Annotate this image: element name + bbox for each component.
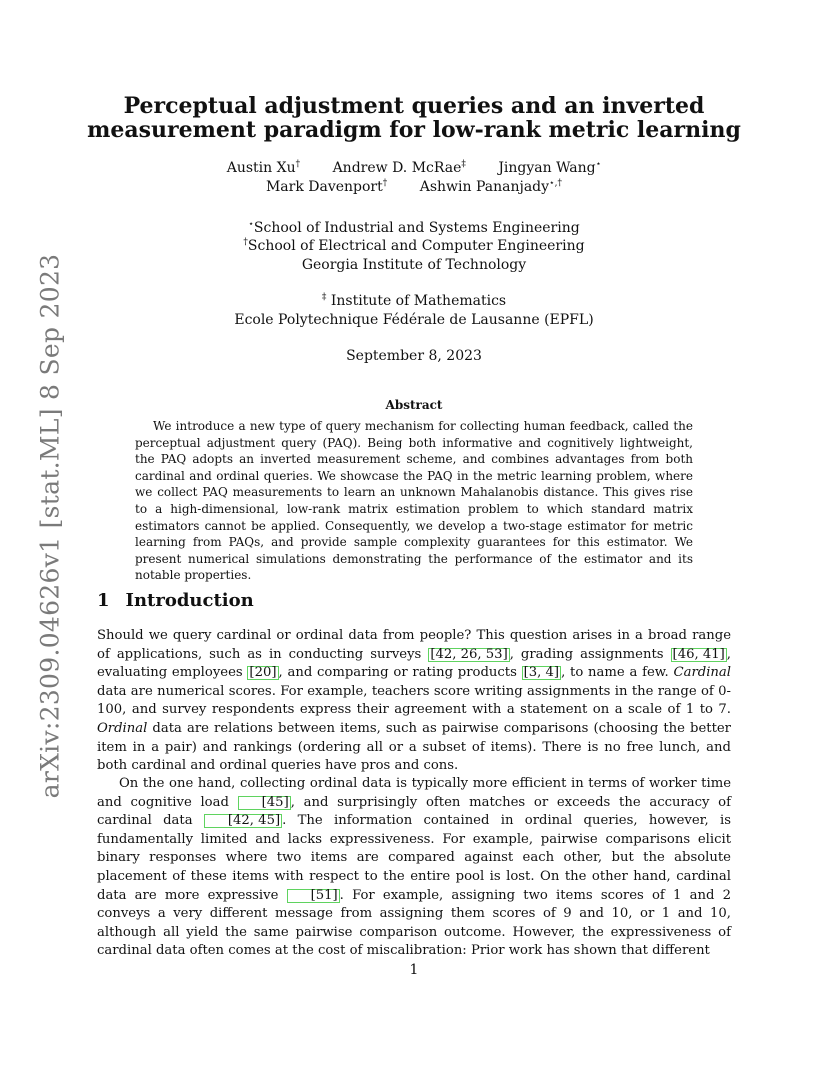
author: Austin Xu† — [226, 159, 301, 176]
author-row-2 — [80, 179, 748, 195]
paragraph: On the one hand, collecting ordinal data is typically more efficient in terms of worker time and cognitive load [45] , and surprisingly often matches or exceeds the accuracy of cardinal data [42, 45] . The information contained in ordinal queries, however, is fundamentally limited and lacks expressiveness. For example, pairwise comparisons elicit binary responses where two items are compared against each other, but the absolute placement of these items with respect to the entire pool is lost. On the other hand, cardinal data are more expressive [51] . For example, assigning two items scores of 1 and 2 conveys a very different message from assigning them scores of 9 and 10, or 1 and 10, although all yield the same pairwise comparison outcome. However, the expressiveness of cardinal data often comes at the cost of miscalibration: Prior work has shown that different — [97, 776, 731, 959]
affiliation-line: ⋆School of Industrial and Systems Engineering — [248, 219, 580, 236]
citation-link[interactable]: [51] — [287, 889, 340, 903]
title-line-1: Perceptual adjustment queries and an inverted — [123, 93, 705, 119]
citation-link[interactable]: [46, 41] — [672, 646, 725, 662]
paper-date: September 8, 2023 — [346, 348, 482, 364]
arxiv-identifier: arXiv:2309.04626v1 [stat.ML] 8 Sep 2023 — [35, 253, 65, 799]
citation-link[interactable]: [3, 4] — [523, 665, 560, 681]
abstract-text: We introduce a new type of query mechanism for collecting human feedback, called the perceptual adjustment query (PAQ). Being both informative and cognitively lightweight, the PAQ adopts an inverted measurement scheme, and combines advantages from both cardinal and ordinal queries. We showcase the PAQ in the metric learning problem, where we collect PAQ measurements to learn an unknown Mahalanobis distance. This gives rise to a high-dimensional, low-rank matrix estimation problem to which standard matrix estimators cannot be applied. Consequently, we develop a two-stage estimator for metric learning from PAQs, and provide sample complexity guarantees for this estimator. We present numerical simulations demonstrating the performance of the estimator and its notable properties. — [135, 419, 693, 583]
paragraph: Should we query cardinal or ordinal data from people? This question arises in a broad range of applications, such as in conducting surveys [42, 26, 53] , grading assignments [46, 41] , evaluating employees [20] , and comparing or rating products [3, 4] , to name a few. Cardinal data are numerical scores. For example, teachers score writing assignments in the range of 0-100, and survey respondents express their agreement with a statement on a scale of 1 to 7. Ordinal data are relations between items, such as pairwise comparisons (choosing the better item in a pair) and rankings (ordering all or a subset of items). There is no free lunch, and both cardinal and ordinal queries have pros and cons. — [97, 628, 731, 774]
citation-link[interactable]: [42, 45] — [204, 814, 282, 828]
citation-link[interactable]: [45] — [238, 796, 291, 810]
citation-link[interactable]: [20] — [249, 665, 277, 681]
section-number: 1 — [97, 590, 110, 611]
affiliation-line: †School of Electrical and Computer Engineering — [243, 237, 585, 254]
title-line-2: measurement paradigm for low-rank metric learning — [87, 117, 741, 143]
abstract-heading: Abstract — [385, 398, 443, 412]
citation-link[interactable]: [42, 26, 53] — [430, 646, 508, 662]
affiliation-line: ‡ Institute of Mathematics — [321, 292, 507, 309]
author: Andrew D. McRae‡ — [332, 159, 466, 176]
affiliation-line: Ecole Polytechnique Fédérale de Lausanne (EPFL) — [234, 312, 594, 328]
section-title: Introduction — [125, 590, 254, 611]
paper-title — [80, 94, 748, 142]
section-heading — [97, 590, 254, 611]
author: Mark Davenport† — [265, 178, 388, 195]
author: Jingyan Wang⋆ — [498, 159, 602, 176]
author: Ashwin Pananjady⋆,† — [419, 178, 563, 195]
author-row-1 — [80, 160, 748, 176]
affiliation-line: Georgia Institute of Technology — [301, 257, 527, 273]
page-number: 1 — [409, 962, 419, 978]
